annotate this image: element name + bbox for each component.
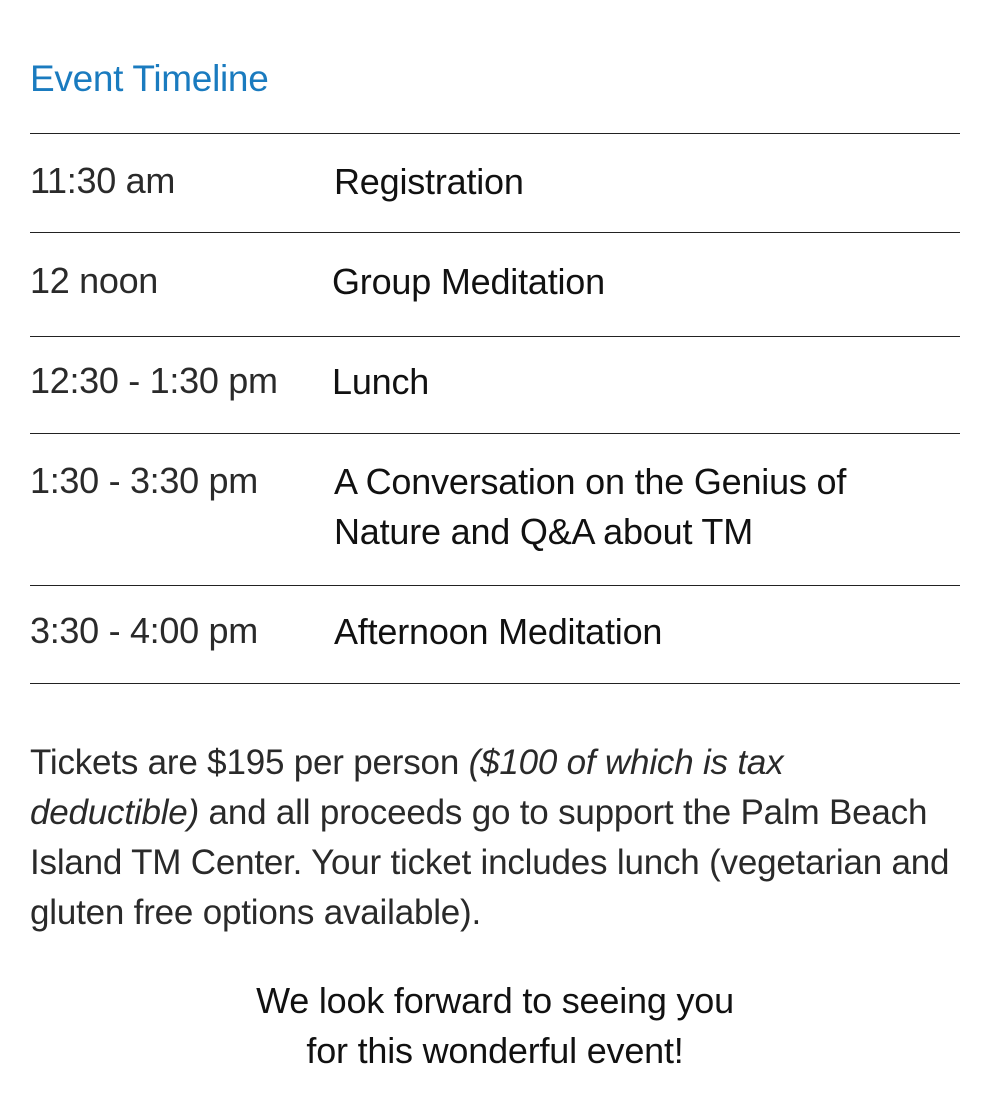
section-title: Event Timeline [30, 58, 269, 99]
divider [30, 336, 960, 337]
divider [30, 133, 960, 134]
timeline-event [334, 457, 944, 557]
closing-message [30, 976, 960, 1076]
ticket-info-paragraph [30, 738, 950, 938]
timeline-event: Afternoon Meditation [334, 611, 663, 652]
timeline-event: Group Meditation [332, 261, 605, 302]
timeline-event: Registration [334, 161, 524, 202]
timeline-time: 11:30 am [30, 160, 176, 201]
closing-line: for this wonderful event! [306, 1030, 684, 1071]
divider [30, 232, 960, 233]
closing-line: We look forward to seeing you [256, 980, 734, 1021]
timeline-time: 12:30 - 1:30 pm [30, 360, 278, 401]
timeline-time: 3:30 - 4:00 pm [30, 610, 258, 651]
divider [30, 433, 960, 434]
timeline-time: 12 noon [30, 260, 159, 301]
divider [30, 585, 960, 586]
ticket-text-before: Tickets are $195 per person [30, 743, 469, 782]
timeline-event-line: A Conversation on the Genius of [334, 461, 847, 502]
timeline-time: 1:30 - 3:30 pm [30, 460, 258, 501]
timeline-event: Lunch [332, 361, 430, 402]
timeline-event-line: Nature and Q&A about TM [334, 511, 753, 552]
ticket-text-after: and all proceeds go to support the Palm Beach Island TM Center. Your ticket includes lunch (vegetarian and gluten free options available). [30, 793, 950, 932]
ticket-tax-note: ($100 of which is tax deductible) [30, 743, 784, 832]
divider [30, 683, 960, 684]
